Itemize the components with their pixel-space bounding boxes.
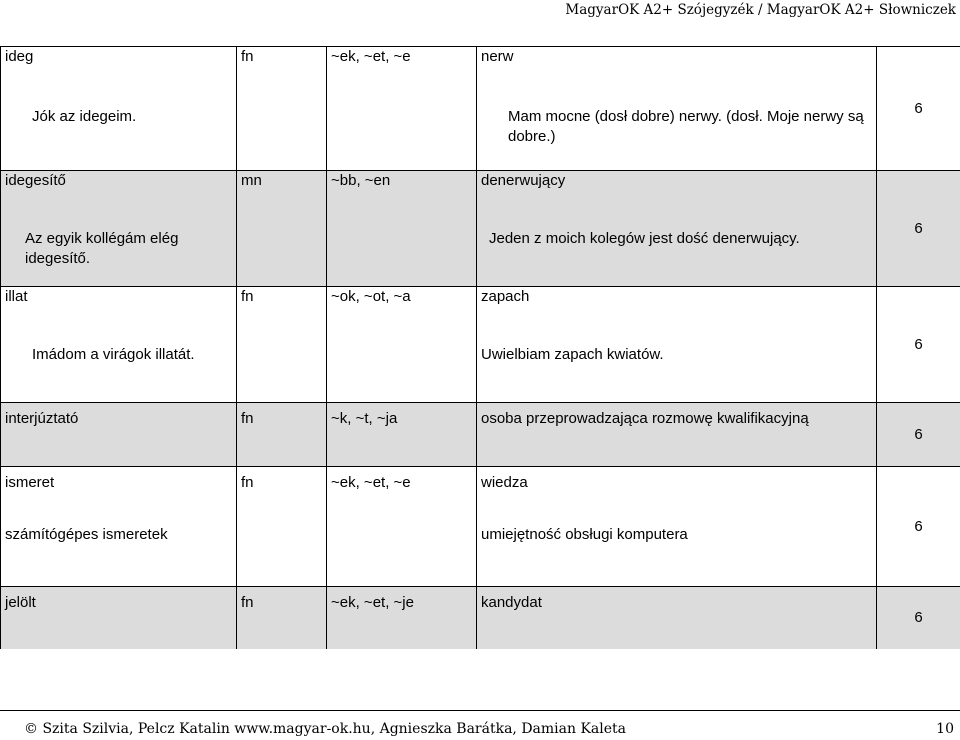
footer-rule bbox=[0, 710, 960, 711]
entry-row bbox=[1, 171, 960, 229]
page-number: 10 bbox=[936, 721, 954, 737]
entry-translation: denerwujący bbox=[477, 171, 877, 229]
example-row bbox=[1, 107, 960, 171]
entry-translation: osoba przeprowadzająca rozmowę kwalifikacyjną bbox=[477, 403, 877, 467]
example-polish: umiejętność obsługi komputera bbox=[481, 525, 688, 543]
entry-translation: zapach bbox=[477, 287, 877, 345]
entry-translation: kandydat bbox=[477, 587, 877, 649]
entry-count: 6 bbox=[877, 587, 960, 649]
entry-part-of-speech: fn bbox=[237, 287, 327, 345]
entry-row bbox=[1, 467, 960, 525]
entry-row bbox=[1, 47, 960, 107]
entry-word: idegesítő bbox=[1, 171, 237, 229]
entry-word: illat bbox=[1, 287, 237, 345]
page-footer bbox=[0, 710, 960, 740]
entry-part-of-speech: fn bbox=[237, 587, 327, 649]
vocabulary-table bbox=[0, 46, 960, 649]
entry-part-of-speech: mn bbox=[237, 171, 327, 229]
entry-forms: ~ok, ~ot, ~a bbox=[327, 287, 477, 345]
entry-translation: nerw bbox=[477, 47, 877, 107]
example-polish: Jeden z moich kolegów jest dość denerwujący. bbox=[489, 229, 800, 247]
entry-count: 6 bbox=[877, 403, 960, 467]
entry-row bbox=[1, 287, 960, 345]
entry-forms: ~ek, ~et, ~e bbox=[327, 467, 477, 525]
entry-count: 6 bbox=[877, 171, 960, 287]
entry-word: jelölt bbox=[1, 587, 237, 649]
example-polish: Mam mocne (dosł dobre) nerwy. (dosł. Moje nerwy są dobre.) bbox=[508, 107, 864, 145]
example-row bbox=[1, 525, 960, 587]
example-hungarian: Imádom a virágok illatát. bbox=[32, 345, 195, 363]
entry-row bbox=[1, 587, 960, 649]
entry-word: ismeret bbox=[1, 467, 237, 525]
example-row bbox=[1, 345, 960, 403]
example-polish: Uwielbiam zapach kwiatów. bbox=[481, 345, 664, 363]
entry-row bbox=[1, 403, 960, 467]
entry-count: 6 bbox=[877, 467, 960, 587]
entry-part-of-speech: fn bbox=[237, 467, 327, 525]
entry-part-of-speech: fn bbox=[237, 47, 327, 107]
entry-word: ideg bbox=[1, 47, 237, 107]
example-hungarian: számítógépes ismeretek bbox=[5, 525, 168, 543]
entry-forms: ~k, ~t, ~ja bbox=[327, 403, 477, 467]
entry-count: 6 bbox=[877, 287, 960, 403]
entry-translation: wiedza bbox=[477, 467, 877, 525]
footer-credits: © Szita Szilvia, Pelcz Katalin www.magyar-ok.hu, Agnieszka Barátka, Damian Kaleta bbox=[24, 721, 626, 737]
entry-forms: ~ek, ~et, ~je bbox=[327, 587, 477, 649]
example-row bbox=[1, 229, 960, 287]
example-hungarian: Jók az idegeim. bbox=[32, 107, 137, 125]
example-hungarian: Az egyik kollégám elég idegesítő. bbox=[25, 229, 179, 267]
entry-forms: ~ek, ~et, ~e bbox=[327, 47, 477, 107]
entry-count: 6 bbox=[877, 47, 960, 171]
entry-forms: ~bb, ~en bbox=[327, 171, 477, 229]
entry-word: interjúztató bbox=[1, 403, 237, 467]
page-header: MagyarOK A2+ Szójegyzék / MagyarOK A2+ Słowniczek bbox=[565, 2, 956, 18]
entry-part-of-speech: fn bbox=[237, 403, 327, 467]
